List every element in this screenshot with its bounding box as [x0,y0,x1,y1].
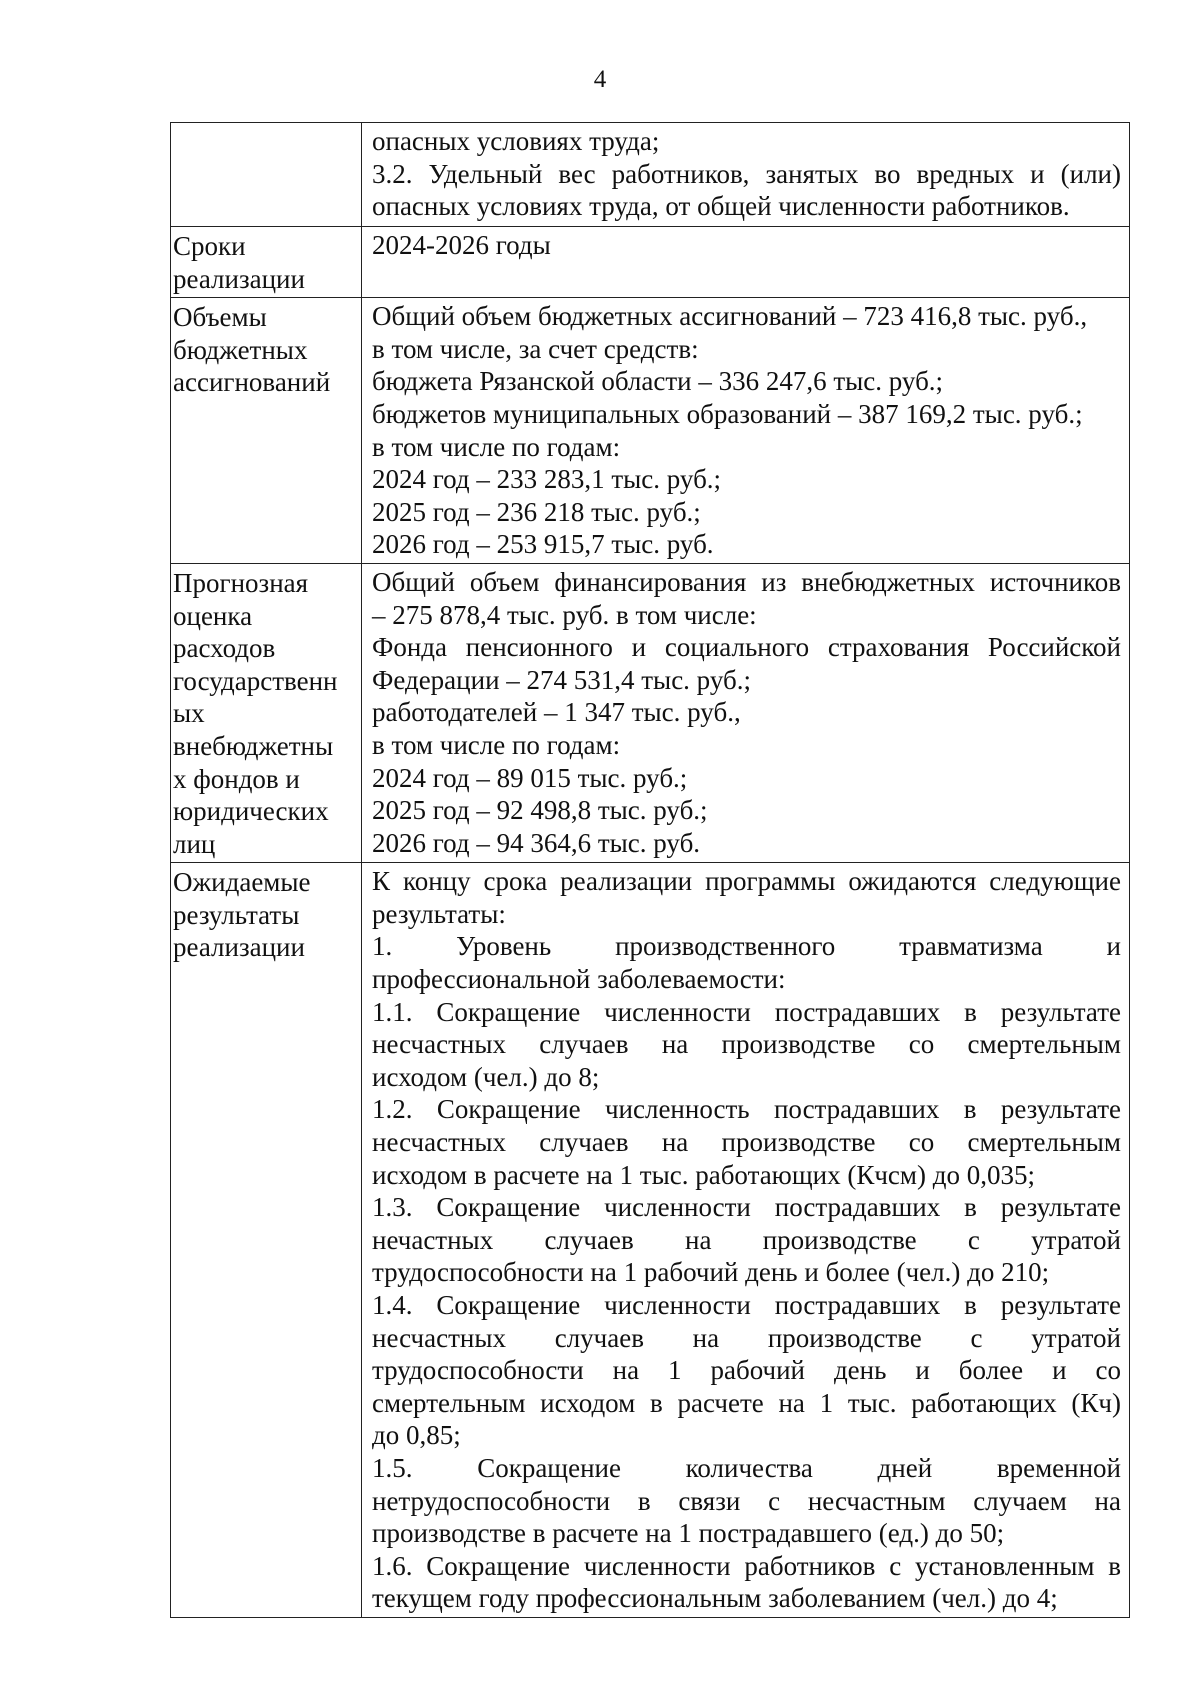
content-line: смертельным исходом в расчете на 1 тыс. работающих (Кч) [372,1387,1121,1418]
row-label-budget-allocations [171,298,362,564]
content-line: опасных условиях труда; [372,126,660,156]
content-line: 1.6. Сокращение численности работников с установленным в [372,1550,1121,1581]
content-line: несчастных случаев на производстве со смертельным [372,1029,1121,1060]
label-line: х фондов и [173,763,300,794]
content-line: трудоспособности на 1 рабочий день и более (чел.) до 210; [372,1257,1050,1288]
label-line: бюджетных [173,334,308,365]
content-line: 2024 год – 89 015 тыс. руб.; [372,762,688,793]
label-line: Ожидаемые [173,867,311,898]
content-line: нечастных случаев на производстве с утратой [372,1224,1121,1255]
label-line: Сроки [173,231,246,261]
content-line: несчастных случаев на производстве со смертельным [372,1127,1121,1158]
table-row [171,123,1130,227]
label-line: лиц [173,828,216,859]
label-line: ых [173,698,205,729]
table-row [171,563,1130,862]
page-number: 4 [593,66,607,93]
table-row [171,298,1130,564]
content-line: профессиональной заболеваемости: [372,964,786,995]
row-label-empty [171,123,362,227]
content-line: в том числе по годам: [372,431,621,462]
content-line: 1.1. Сокращение численности пострадавших в результате [372,996,1121,1027]
row-label-forecast-expenses [171,563,362,862]
label-line: Объемы [173,302,267,333]
content-line: исходом в расчете на 1 тыс. работающих (Кчсм) до 0,035; [372,1159,1035,1190]
label-line: юридических [173,796,329,827]
content-line: результаты: [372,898,506,929]
row-content-indicators-continuation [362,123,1130,227]
label-line: оценка [173,600,253,631]
program-passport-table [170,122,1130,1618]
content-line: исходом (чел.) до 8; [372,1061,600,1092]
table-row [171,227,1130,298]
label-line: результаты [173,899,300,930]
content-line: 2024 год – 233 283,1 тыс. руб.; [372,464,722,495]
content-line: в том числе, за счет средств: [372,333,699,364]
content-line: 2024-2026 годы [372,230,551,260]
content-line: 1.2. Сокращение численность пострадавших в результате [372,1094,1121,1125]
content-line: 1.3. Сокращение численности пострадавших в результате [372,1192,1121,1223]
content-line: 2025 год – 236 218 тыс. руб.; [372,496,701,527]
label-line: государственн [173,665,338,696]
label-line: внебюджетны [173,730,334,761]
content-line: работодателей – 1 347 тыс. руб., [372,697,741,728]
row-content-forecast-expenses [362,563,1130,862]
content-line: трудоспособности на 1 рабочий день и более и со [372,1355,1121,1386]
label-line: Прогнозная [173,567,309,598]
row-label-implementation-period [171,227,362,298]
content-line: 3.2. Удельный вес работников, занятых во вредных и (или) [372,158,1121,189]
table-row [171,863,1130,1618]
content-line: текущем году профессиональным заболеванием (чел.) до 4; [372,1583,1058,1614]
content-line: в том числе по годам: [372,729,621,760]
content-line: бюджетов муниципальных образований – 387 169,2 тыс. руб.; [372,398,1083,429]
content-line: 1.5. Сокращение количества дней временной [372,1452,1121,1483]
label-line: ассигнований [173,367,331,398]
content-line: – 275 878,4 тыс. руб. в том числе: [372,599,757,630]
content-line: Общий объем бюджетных ассигнований – 723 416,8 тыс. руб., [372,301,1088,332]
label-line: реализации [173,932,305,963]
content-line: Общий объем финансирования из внебюджетных источников [372,566,1121,597]
label-line: расходов [173,633,276,664]
content-line: 1.4. Сокращение численности пострадавших в результате [372,1290,1121,1320]
content-line: 2026 год – 253 915,7 тыс. руб. [372,529,714,560]
label-line: реализации [173,263,305,294]
row-content-expected-results [362,863,1130,1618]
content-line: К концу срока реализации программы ожидаются следующие [372,866,1121,897]
content-line: несчастных случаев на производстве с утратой [372,1322,1121,1353]
content-line: Федерации – 274 531,4 тыс. руб.; [372,664,751,695]
row-content-budget-allocations [362,298,1130,564]
row-label-expected-results [171,863,362,1618]
content-line: 2025 год – 92 498,8 тыс. руб.; [372,795,708,826]
content-line: нетрудоспособности в связи с несчастным случаем на [372,1485,1121,1516]
content-line: до 0,85; [372,1420,461,1451]
content-line: бюджета Рязанской области – 336 247,6 тыс. руб.; [372,366,944,397]
content-line: опасных условиях труда, от общей численности работников. [372,191,1070,222]
row-content-implementation-period [362,227,1130,298]
content-line: 1. Уровень производственного травматизма и [372,931,1121,962]
content-line: Фонда пенсионного и социального страхования Российской [372,632,1121,663]
content-line: производстве в расчете на 1 пострадавшего (ед.) до 50; [372,1518,1005,1549]
content-line: 2026 год – 94 364,6 тыс. руб. [372,827,701,858]
